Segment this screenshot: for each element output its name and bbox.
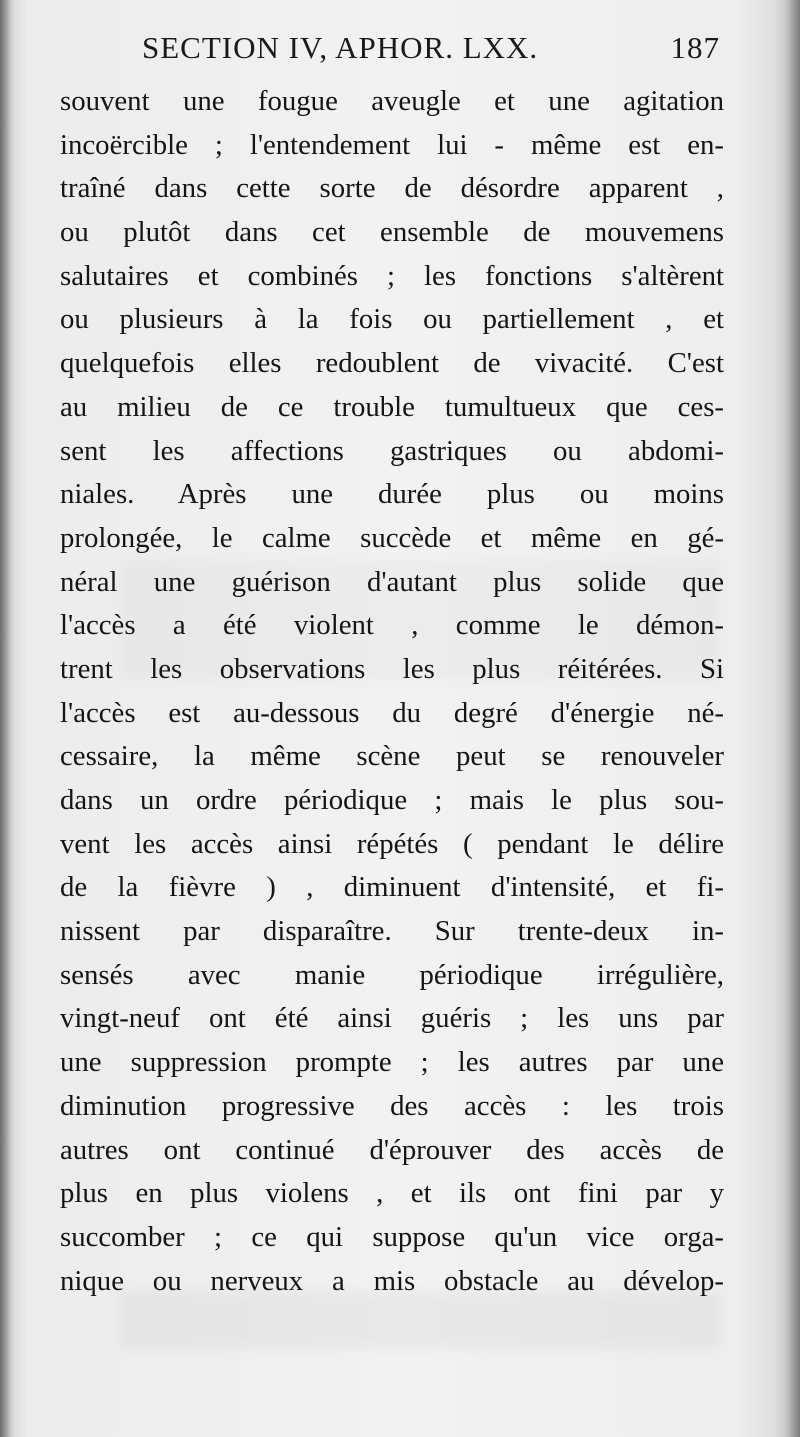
text-line: une suppression prompte ; les autres par une [60, 1046, 724, 1079]
text-line: vent les accès ainsi répétés ( pendant le délire [60, 827, 724, 860]
text-line: cessaire, la même scène peut se renouveler [60, 740, 724, 773]
text-line: prolongée, le calme succède et même en gé- [60, 521, 724, 554]
text-line: nissent par disparaître. Sur trente-deux in- [60, 915, 724, 948]
text-line: de la fièvre ) , diminuent d'intensité, et fi- [60, 871, 724, 904]
page-right-edge [774, 0, 800, 1437]
text-line: sensés avec manie périodique irrégulière, [60, 958, 724, 991]
text-line: succomber ; ce qui suppose qu'un vice orga- [60, 1220, 724, 1253]
text-line: autres ont continué d'éprouver des accès de [60, 1133, 724, 1166]
text-line: salutaires et combinés ; les fonctions s'altèrent [60, 259, 724, 292]
text-line: souvent une fougue aveugle et une agitation [60, 85, 724, 117]
page-header [60, 28, 720, 70]
text-line: dans un ordre périodique ; mais le plus sou- [60, 784, 724, 816]
text-line: sent les affections gastriques ou abdomi- [60, 434, 724, 467]
text-line: l'accès a été violent , comme le démon- [60, 609, 724, 642]
text-line: trent les observations les plus réitérées. Si [60, 652, 724, 685]
text-line: plus en plus violens , et ils ont fini par y [60, 1177, 724, 1210]
running-title: SECTION IV, APHOR. LXX. [142, 30, 539, 65]
text-line: vingt-neuf ont été ainsi guéris ; les uns par [60, 1002, 724, 1035]
page-number: 187 [670, 30, 720, 65]
text-line: traîné dans cette sorte de désordre apparent , [60, 172, 724, 205]
text-line: niales. Après une durée plus ou moins [60, 478, 724, 511]
text-line: nique ou nerveux a mis obstacle au dévelop- [60, 1264, 724, 1297]
text-line: l'accès est au-dessous du degré d'énergie né- [60, 696, 724, 729]
text-line: quelquefois elles redoublent de vivacité. C'est [60, 347, 724, 380]
text-line: au milieu de ce trouble tumultueux que ces- [60, 390, 724, 423]
text-line: diminution progressive des accès : les trois [60, 1089, 724, 1122]
text-line: ou plusieurs à la fois ou partiellement , et [60, 303, 724, 336]
text-line: néral une guérison d'autant plus solide que [60, 565, 724, 598]
page-left-shadow [0, 0, 14, 1437]
body-text [60, 80, 724, 1303]
text-line: incoërcible ; l'entendement lui - même est en- [60, 128, 724, 161]
text-line: ou plutôt dans cet ensemble de mouvemens [60, 216, 724, 249]
